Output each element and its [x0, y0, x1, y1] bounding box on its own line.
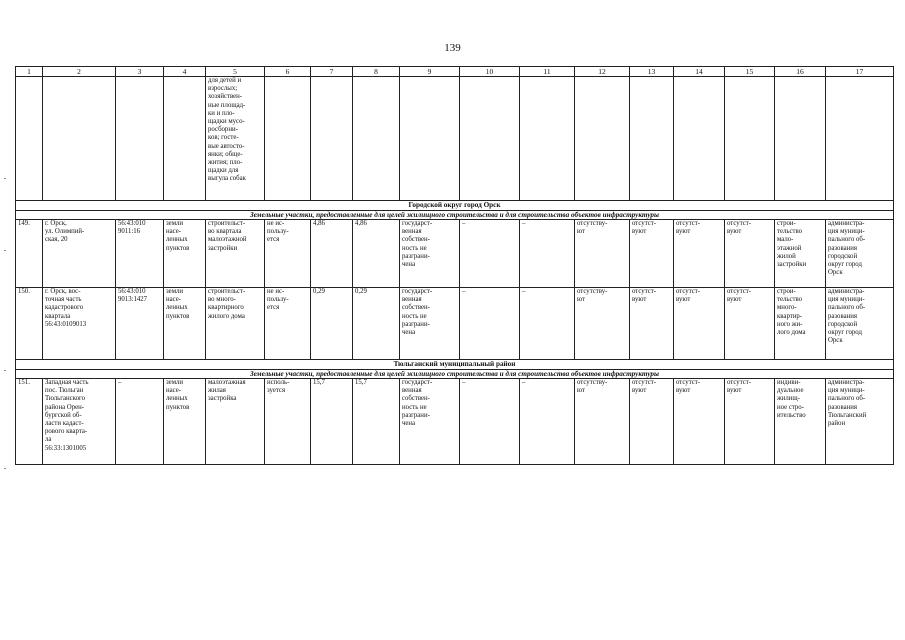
use-status-text: не ис- пользу- ется	[267, 220, 289, 244]
margin-tick	[4, 468, 6, 469]
area-cell	[311, 288, 353, 360]
cadastral-number-text: 56:43:010 9013:1427	[118, 288, 148, 304]
table-text: отсутст- вуют	[727, 288, 751, 304]
table-cell	[725, 379, 775, 465]
land-category-cell	[164, 288, 206, 360]
column-number: 15	[725, 67, 775, 77]
administration-cell	[826, 220, 894, 288]
table-cell	[775, 77, 826, 201]
table-cell	[575, 77, 630, 201]
location-cell	[43, 220, 116, 288]
area-cell	[311, 379, 353, 465]
column-number: 2	[43, 67, 116, 77]
table-cell	[400, 77, 460, 201]
column-number: 1	[16, 67, 43, 77]
column-number: 5	[206, 67, 265, 77]
table-text: –	[462, 220, 466, 227]
column-number: 9	[400, 67, 460, 77]
column-number: 17	[826, 67, 894, 77]
permitted-use-cell	[775, 379, 826, 465]
ownership-text: государст- венная собствен- ность не разграни- чена	[402, 379, 433, 428]
section-subtitle: Земельные участки, предоставленные для целей жилищного строительства и для строительства объектов инфраструктуры	[16, 210, 894, 220]
area-cell	[311, 220, 353, 288]
table-text: отсутст- вуют	[632, 379, 656, 395]
purpose-text: строительст- во квартала малоэтажной застройки	[208, 220, 247, 252]
column-number: 3	[116, 67, 164, 77]
row-number	[16, 379, 43, 465]
column-number: 12	[575, 67, 630, 77]
table-cell	[311, 77, 353, 201]
table-cell	[265, 77, 311, 201]
table-cell	[725, 220, 775, 288]
use-status-text: исполь- зуется	[267, 379, 290, 395]
table-row	[16, 220, 894, 288]
administration-text: администра- ция муници- пального об- разования городской округ город Орск	[828, 220, 866, 277]
table-text: отсутст- вуют	[632, 288, 656, 304]
section-title: Тюльганский муниципальный район	[16, 360, 894, 370]
margin-tick	[4, 370, 6, 371]
table-cell	[630, 379, 674, 465]
ownership-cell	[400, 288, 460, 360]
land-category-cell	[164, 220, 206, 288]
administration-text: администра- ция муници- пального об- разования городской округ город Орск	[828, 288, 866, 345]
table-text: –	[462, 379, 466, 386]
area-text: 15,7	[355, 379, 367, 386]
land-category-text: земли насе- ленных пунктов	[166, 220, 190, 252]
permitted-use-text: строи- тельство много- квартир- ного жи- лого дома	[777, 288, 806, 337]
table-cell	[460, 379, 520, 465]
table-cell	[43, 77, 116, 201]
table-text: отсутст- вуют	[676, 288, 700, 304]
margin-tick	[4, 250, 6, 251]
table-cell	[725, 288, 775, 360]
area-text: 0,29	[313, 288, 325, 295]
table-cell	[826, 77, 894, 201]
area-cell	[353, 288, 400, 360]
table-cell	[164, 77, 206, 201]
table-cell	[520, 77, 575, 201]
section-subtitle: Земельные участки, предоставленные для целей жилищного строительства и для строительства объектов инфраструктуры	[16, 369, 894, 379]
administration-cell	[826, 288, 894, 360]
area-text: 15,7	[313, 379, 325, 386]
administration-cell	[826, 379, 894, 465]
cadastral-number-cell	[116, 379, 164, 465]
location-text: г. Орск, ул. Олимпий- ская, 20	[45, 220, 85, 244]
table-text: отсутству- ют	[577, 288, 608, 304]
table-cell	[460, 220, 520, 288]
table-cell	[630, 288, 674, 360]
ownership-text: государст- венная собствен- ность не разграни- чена	[402, 220, 433, 269]
column-number: 16	[775, 67, 826, 77]
area-text: 0,29	[355, 288, 367, 295]
table-text: –	[462, 288, 466, 295]
table-cell	[520, 220, 575, 288]
ownership-cell	[400, 379, 460, 465]
cadastral-number-cell	[116, 288, 164, 360]
purpose-text: строительст- во много- квартирного жилого дома	[208, 288, 246, 320]
table-cell	[674, 77, 725, 201]
column-number: 10	[460, 67, 520, 77]
location-cell	[43, 288, 116, 360]
use-status-text: не ис- пользу- ется	[267, 288, 289, 312]
section-subtitle-row	[16, 369, 894, 379]
section-subtitle-row	[16, 210, 894, 220]
land-category-cell	[164, 379, 206, 465]
table-text: –	[522, 288, 526, 295]
purpose-cell	[206, 379, 265, 465]
column-number: 4	[164, 67, 206, 77]
ownership-text: государст- венная собствен- ность не разграни- чена	[402, 288, 433, 337]
section-title-row	[16, 360, 894, 370]
table-cell	[460, 288, 520, 360]
section-title: Городской округ город Орск	[16, 201, 894, 211]
table-cell	[353, 77, 400, 201]
land-plots-table	[15, 66, 894, 465]
use-status-cell	[265, 220, 311, 288]
row-number-text: 151.	[18, 379, 30, 386]
table-text: –	[522, 220, 526, 227]
purpose-text: для детей и взрослых; хозяйствен- ные площад- ки и пло- щадки мусо- росборни- ков; госте- вые автосто- янки; обще- жития; пло- щадки для выгула собак	[208, 77, 246, 183]
page-number: 139	[444, 42, 461, 54]
table-cell	[674, 288, 725, 360]
table-text: –	[522, 379, 526, 386]
permitted-use-text: индиви- дуальное жилищ- ное стро- ительство	[777, 379, 806, 419]
row-number-text: 149.	[18, 220, 30, 227]
area-text: 4,86	[313, 220, 325, 227]
table-cell	[460, 77, 520, 201]
purpose-cell	[206, 220, 265, 288]
column-number: 8	[353, 67, 400, 77]
purpose-cell	[206, 77, 265, 201]
cadastral-number-text: 56:43:010 9011:16	[118, 220, 146, 236]
area-text: 4,86	[355, 220, 367, 227]
location-text: г. Орск, вос- точная часть кадастрового квартала 56:43:0109013	[45, 288, 87, 328]
continuation-row	[16, 77, 894, 201]
table-text: отсутству- ют	[577, 379, 608, 395]
table-text: отсутству- ют	[577, 220, 608, 236]
use-status-cell	[265, 379, 311, 465]
location-cell	[43, 379, 116, 465]
ownership-cell	[400, 220, 460, 288]
column-number-row	[16, 67, 894, 77]
permitted-use-text: строи- тельство мало- этажной жилой застройки	[777, 220, 807, 269]
table-row	[16, 288, 894, 360]
table-cell	[520, 288, 575, 360]
table-cell	[575, 288, 630, 360]
row-number-text: 150.	[18, 288, 30, 295]
row-number	[16, 288, 43, 360]
administration-text: администра- ция муници- пального об- разования Тюльганский район	[828, 379, 867, 428]
cadastral-number-cell	[116, 220, 164, 288]
table-text: отсутст- вуют	[676, 220, 700, 236]
table-cell	[725, 77, 775, 201]
cadastral-number-text: –	[118, 379, 122, 386]
table-cell	[520, 379, 575, 465]
table-cell	[630, 220, 674, 288]
column-number: 6	[265, 67, 311, 77]
table-cell	[575, 220, 630, 288]
location-text: Западная часть пос. Тюльган Тюльганского района Орен- бургской об- ласти кадаст- рового кварта- ла 56:33:1301005	[45, 379, 89, 452]
margin-tick	[4, 178, 6, 179]
table-cell	[674, 220, 725, 288]
row-number	[16, 220, 43, 288]
area-cell	[353, 379, 400, 465]
purpose-cell	[206, 288, 265, 360]
column-number: 7	[311, 67, 353, 77]
land-category-text: земли насе- ленных пунктов	[166, 288, 190, 320]
table-text: отсутст- вуют	[727, 379, 751, 395]
area-cell	[353, 220, 400, 288]
land-category-text: земли насе- ленных пунктов	[166, 379, 190, 411]
permitted-use-cell	[775, 220, 826, 288]
table-text: отсутст- вуют	[727, 220, 751, 236]
table-cell	[674, 379, 725, 465]
table-cell	[630, 77, 674, 201]
table-text: отсутст- вуют	[676, 379, 700, 395]
table-cell	[575, 379, 630, 465]
table-text: отсутст- вуют	[632, 220, 656, 236]
purpose-text: малоэтажная жилая застройка	[208, 379, 246, 403]
table-cell	[116, 77, 164, 201]
column-number: 11	[520, 67, 575, 77]
permitted-use-cell	[775, 288, 826, 360]
table-cell	[16, 77, 43, 201]
use-status-cell	[265, 288, 311, 360]
column-number: 14	[674, 67, 725, 77]
section-title-row	[16, 201, 894, 211]
table-row	[16, 379, 894, 465]
column-number: 13	[630, 67, 674, 77]
